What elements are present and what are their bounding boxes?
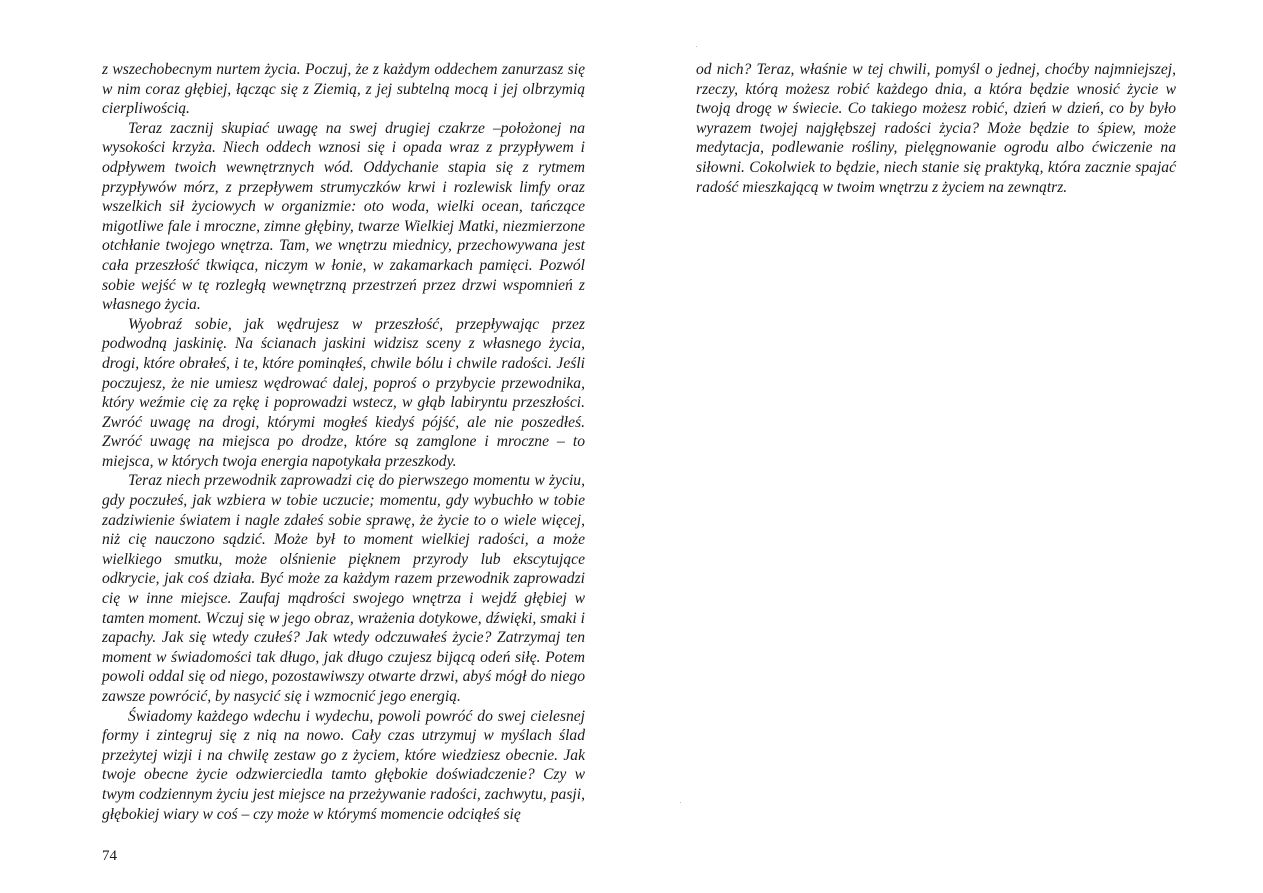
paragraph-continuation: z wszechobecnym nurtem życia. Poczuj, że z każdym oddechem zanurzasz się w nim coraz głębiej, łącząc się z Ziemią, z jej subtelną mocą i jej olbrzymią cierpliwością. <box>102 61 585 118</box>
paragraph-second-chakra: Teraz zacznij skupiać uwagę na swej drugiej czakrze –położonej na wysokości krzyża. Niech oddech wznosi się i opada wraz z przypływem i odpływem twoich wewnętrznych wód. Oddychanie stapia się z rytmem przypływów mórz, z przepływem strumyczków krwi i rozlewisk limfy oraz wszelkich sił życiowych w organizmie: oto woda, wielki ocean, tańczące migotliwe fale i mroczne, zimne głębiny, twarze Wielkiej Matki, niezmierzone otchłanie twojego wnętrza. Tam, we wnętrzu miednicy, przechowywana jest cała przeszłość tkwiąca, niczym w łonie, w zakamarkach pamięci. Pozwól sobie wejść w tę rozległą wewnętrzną przestrzeń przez drzwi wspomnień z własnego życia. <box>102 119 585 314</box>
right-page-text <box>696 60 1176 197</box>
right-page <box>640 0 1263 893</box>
paragraph-daily-practice: od nich? Teraz, właśnie w tej chwili, pomyśl o jednej, choćby najmniejszej, rzeczy, którą możesz robić każdego dnia, a która będzie wnosić życie w twoją drogę w świecie. Co takiego możesz robić, dzień w dzień, co by było wyrazem twojej najgłębszej radości życia? Może będzie to śpiew, może medytacja, podlewanie rośliny, pielęgnowanie ogrodu albo ćwiczenie na siłowni. Cokolwiek to będzie, niech stanie się praktyką, która zacznie spajać radość mieszkającą w twoim wnętrzu z życiem na zewnątrz. <box>696 61 1176 196</box>
left-page-text <box>102 60 585 824</box>
scan-speck <box>696 46 697 47</box>
page-number: 74 <box>102 848 117 864</box>
paragraph-journey-past: Wyobraź sobie, jak wędrujesz w przeszłość, przepływając przez podwodną jaskinię. Na ścianach jaskini widzisz sceny z własnego życia, drogi, które obrałeś, i te, które pominąłeś, chwile bólu i chwile radości. Jeśli poczujesz, że nie umiesz wędrować dalej, poproś o przybycie przewodnika, który weźmie cię za rękę i poprowadzi wstecz, w głąb labiryntu przeszłości. Zwróć uwagę na drogi, którymi mogłeś kiedyś pójść, ale nie poszedłeś. Zwróć uwagę na miejsca po drodze, które są zamglone i mroczne – to miejsca, w których twoja energia napotykała przeszkody. <box>102 315 585 470</box>
paragraph-first-moment: Teraz niech przewodnik zaprowadzi cię do pierwszego momentu w życiu, gdy poczułeś, jak wzbiera w tobie uczucie; momentu, gdy wybuchło w tobie zadziwienie światem i nagle zdałeś sobie sprawę, że życie to o wiele więcej, niż cię nauczono sądzić. Może był to moment wielkiej radości, a może wielkiego smutku, może olśnienie pięknem przyrody lub ekscytujące odkrycie, jak coś działa. Być może za każdym razem przewodnik zaprowadzi cię w inne miejsce. Zaufaj mądrości swojego wnętrza i wejdź głębiej w tamten moment. Wczuj się w jego obraz, wrażenia dotykowe, dźwięki, smaki i zapachy. Jak się wtedy czułeś? Jak wtedy odczuwałeś życie? Zatrzymaj ten moment w świadomości tak długo, jak długo czujesz bijącą odeń siłę. Potem powoli oddal się od niego, pozostawiwszy otwarte drzwi, abyś mógł do niego zawsze powrócić, by nasycić się i wzmocnić jego energią. <box>102 472 585 705</box>
scan-speck <box>680 802 681 803</box>
paragraph-return: Świadomy każdego wdechu i wydechu, powoli powróć do swej cielesnej formy i zintegruj się z nią na nowo. Cały czas utrzymuj w myślach ślad przeżytej wizji i na chwilę zestaw go z życiem, które wiedziesz obecnie. Jak twoje obecne życie odzwierciedla tamto głębokie doświadczenie? Czy w twym codziennym życiu jest miejsce na przeżywanie radości, zachwytu, pasji, głębokiej wiary w coś – czy może w którymś momencie odciąłeś się <box>102 707 585 823</box>
